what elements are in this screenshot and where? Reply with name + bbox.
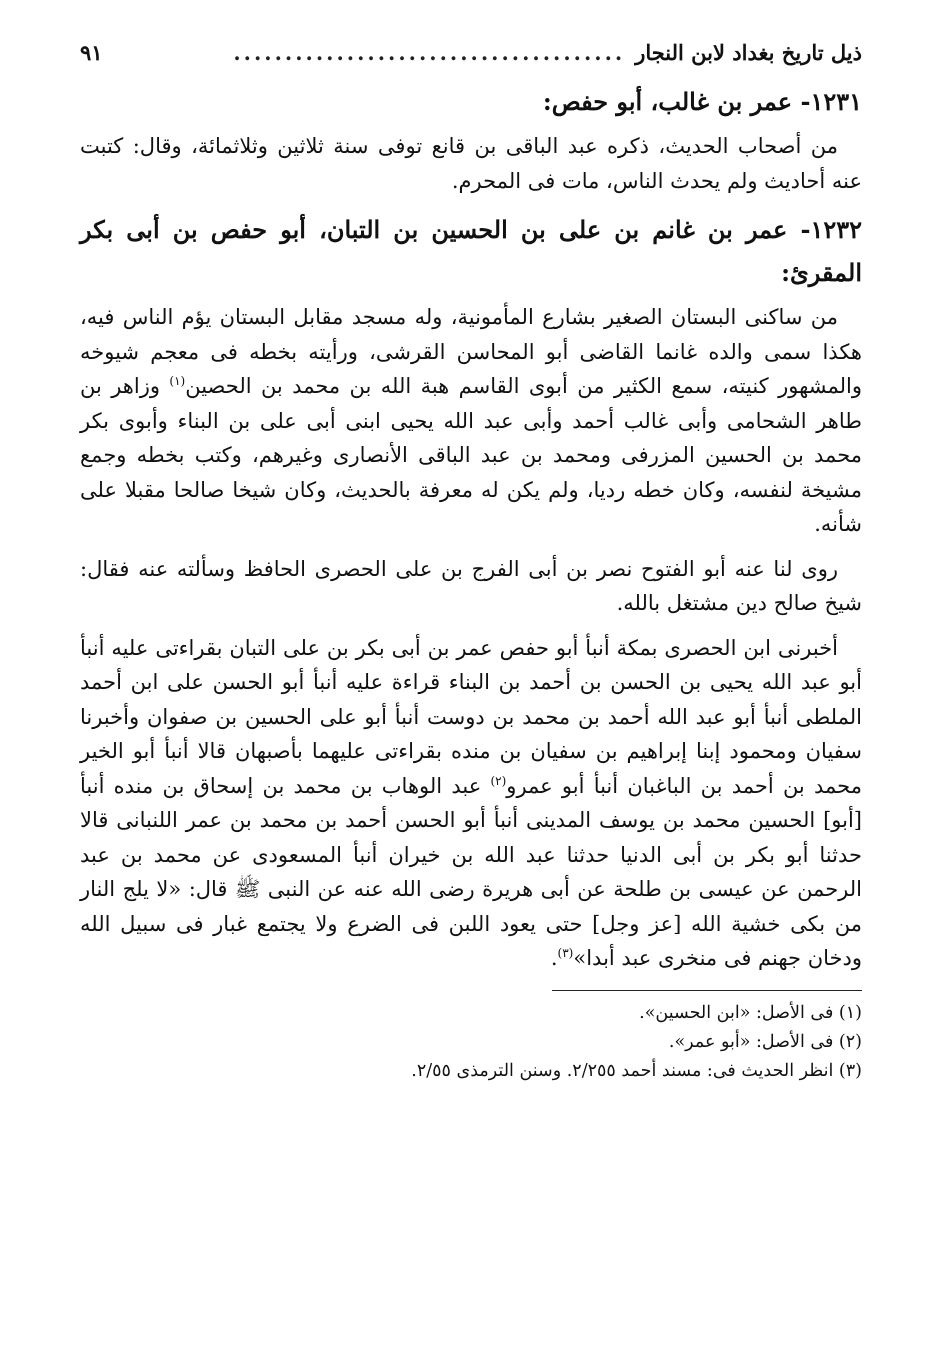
- entry-paragraph: روى لنا عنه أبو الفتوح نصر بن أبى الفرج بن على الحصرى الحافظ وسألته عنه فقال: شيخ صالح دين مشتغل بالله.: [80, 556, 862, 615]
- isnad-text: أخبرنى ابن الحصرى بمكة أنبأ أبو حفص عمر بن أبى بكر بن على التبان بقراءتى عليه أنبأ أبو عبد الله يحيى بن الحسن بن أحمد بن البناء قراءة عليه أنبأ أبو الحسن على ابن أحمد الملطى أنبأ أبو عبد الله أحمد بن محمد بن دوست أنبأ أبو على الحسين بن صفوان وأخبرنا سفيان ومحمود إبنا إبراهيم بن سفيان بن منده بقراءتى عليهما بأصبهان قالا أنبأ أبو الخير محمد بن أحمد بن الباغبان أنبأ أبو عمرو: [80, 635, 862, 798]
- running-header: [80, 38, 862, 72]
- page-number: ٩١: [80, 40, 103, 65]
- footnote-3: (٣) انظر الحديث فى: مسند أحمد ٢/٢٥٥. وسنن الترمذى ٢/٥٥.: [411, 1060, 862, 1081]
- hadith-paragraph: [80, 631, 862, 976]
- paragraph-text: وزاهر بن طاهر الشحامى وأبى غالب أحمد وأبى عبد الله يحيى ابنى أبى على بن البناء وأبوى بكر محمد بن الحسين المزرفى ومحمد بن عبد الباقى الأنصارى وغيرهم، وكتب بخطه وجمع مشيخة لنفسه، وكان خطه رديا، ولم يكن له معرفة بالحديث، وكان شيخا صالحا مقبلا على شأنه.: [80, 374, 862, 536]
- entry-title: ١٢٣١- عمر بن غالب، أبو حفص:: [542, 87, 862, 116]
- entry-1231: [80, 80, 862, 198]
- footnote-ref-1: (١): [169, 374, 186, 388]
- book-title: ذيل تاريخ بغداد لابن النجار: [635, 40, 862, 65]
- leader-dots: ......................................: [233, 40, 626, 65]
- entry-1232: [80, 208, 862, 976]
- book-page: [80, 38, 862, 1086]
- entry-title: ١٢٣٢- عمر بن غانم بن على بن الحسين بن التبان، أبو حفص بن أبى بكر المقرئ:: [80, 215, 862, 287]
- entry-paragraph: [80, 300, 862, 542]
- footnote-1: (١) فى الأصل: «ابن الحسين».: [639, 1002, 862, 1023]
- footnote-ref-3: (٣): [557, 946, 574, 960]
- hadith-text: عبد الوهاب بن محمد بن إسحاق بن منده أنبأ [أبو] الحسين محمد بن يوسف المدينى أنبأ أبو الحسن أحمد بن محمد بن عمر اللنبانى قالا حدثنا أبو بكر بن أبى الدنيا حدثنا عبد الله بن خيران أنبأ المسعودى عن محمد بن عبد الرحمن عن عيسى بن طلحة عن أبى هريرة رضى الله عنه عن النبى ﷺ قال: «لا يلج النار من بكى خشية الله [عز وجل] حتى يعود اللبن فى الضرع ولا يجتمع غبار فى سبيل الله ودخان جهنم فى منخرى عبد أبدا»: [80, 773, 862, 970]
- paragraph-text: من ساكنى البستان الصغير بشارع المأمونية، وله مسجد مقابل البستان يؤم الناس فيه، هكذا سمى والده غانما القاضى أبو المحاسن القرشى، ورأيته بخطه فى معجم شيوخه والمشهور كنيته، سمع الكثير من أبوى القاسم هبة الله بن محمد بن الحصين: [80, 305, 862, 398]
- footnotes: [80, 999, 862, 1086]
- paragraph-end: .: [550, 946, 558, 970]
- footnote-ref-2: (٢): [490, 773, 507, 788]
- footnote-2: (٢) فى الأصل: «أبو عمر».: [668, 1031, 862, 1052]
- entry-paragraph: من أصحاب الحديث، ذكره عبد الباقى بن قانع توفى سنة ثلاثين وثلاثمائة، وقال: كتبت عنه أحاديث ولم يحدث الناس، مات فى المحرم.: [80, 134, 862, 193]
- footnote-divider: [552, 990, 862, 991]
